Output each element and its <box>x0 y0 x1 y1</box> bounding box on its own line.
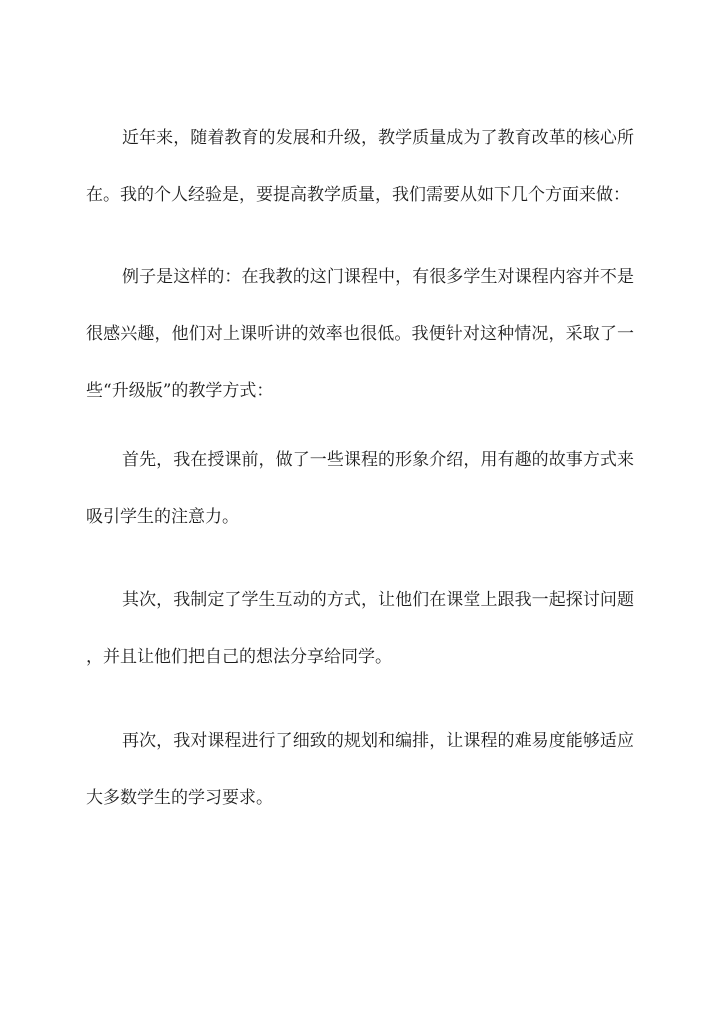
paragraph-line: 首先，我在授课前，做了一些课程的形象介绍，用有趣的故事方式来 <box>122 450 634 470</box>
paragraph-line: ，并且让他们把自己的想法分享给同学。 <box>86 647 392 667</box>
paragraph-line: 在。我的个人经验是，要提高教学质量，我们需要从如下几个方面来做： <box>86 185 630 205</box>
paragraph-line: 吸引学生的注意力。 <box>86 507 239 527</box>
paragraph-line: 大多数学生的学习要求。 <box>86 788 273 808</box>
paragraph-intro <box>86 128 634 242</box>
paragraph-example <box>86 267 634 438</box>
paragraph-line: 很感兴趣，他们对上课听讲的效率也很低。我便针对这种情况，采取了一 <box>86 324 634 344</box>
paragraph-second <box>86 590 634 704</box>
paragraph-line: 其次，我制定了学生互动的方式，让他们在课堂上跟我一起探讨问题 <box>122 590 634 610</box>
paragraph-line: 例子是这样的：在我教的这门课程中，有很多学生对课程内容并不是 <box>122 267 634 287</box>
paragraph-line: 些“升级版”的教学方式： <box>86 381 274 401</box>
paragraph-third <box>86 731 634 845</box>
paragraph-first <box>86 450 634 564</box>
paragraph-line: 再次，我对课程进行了细致的规划和编排，让课程的难易度能够适应 <box>122 731 634 751</box>
paragraph-line: 近年来，随着教育的发展和升级，教学质量成为了教育改革的核心所 <box>122 128 634 148</box>
